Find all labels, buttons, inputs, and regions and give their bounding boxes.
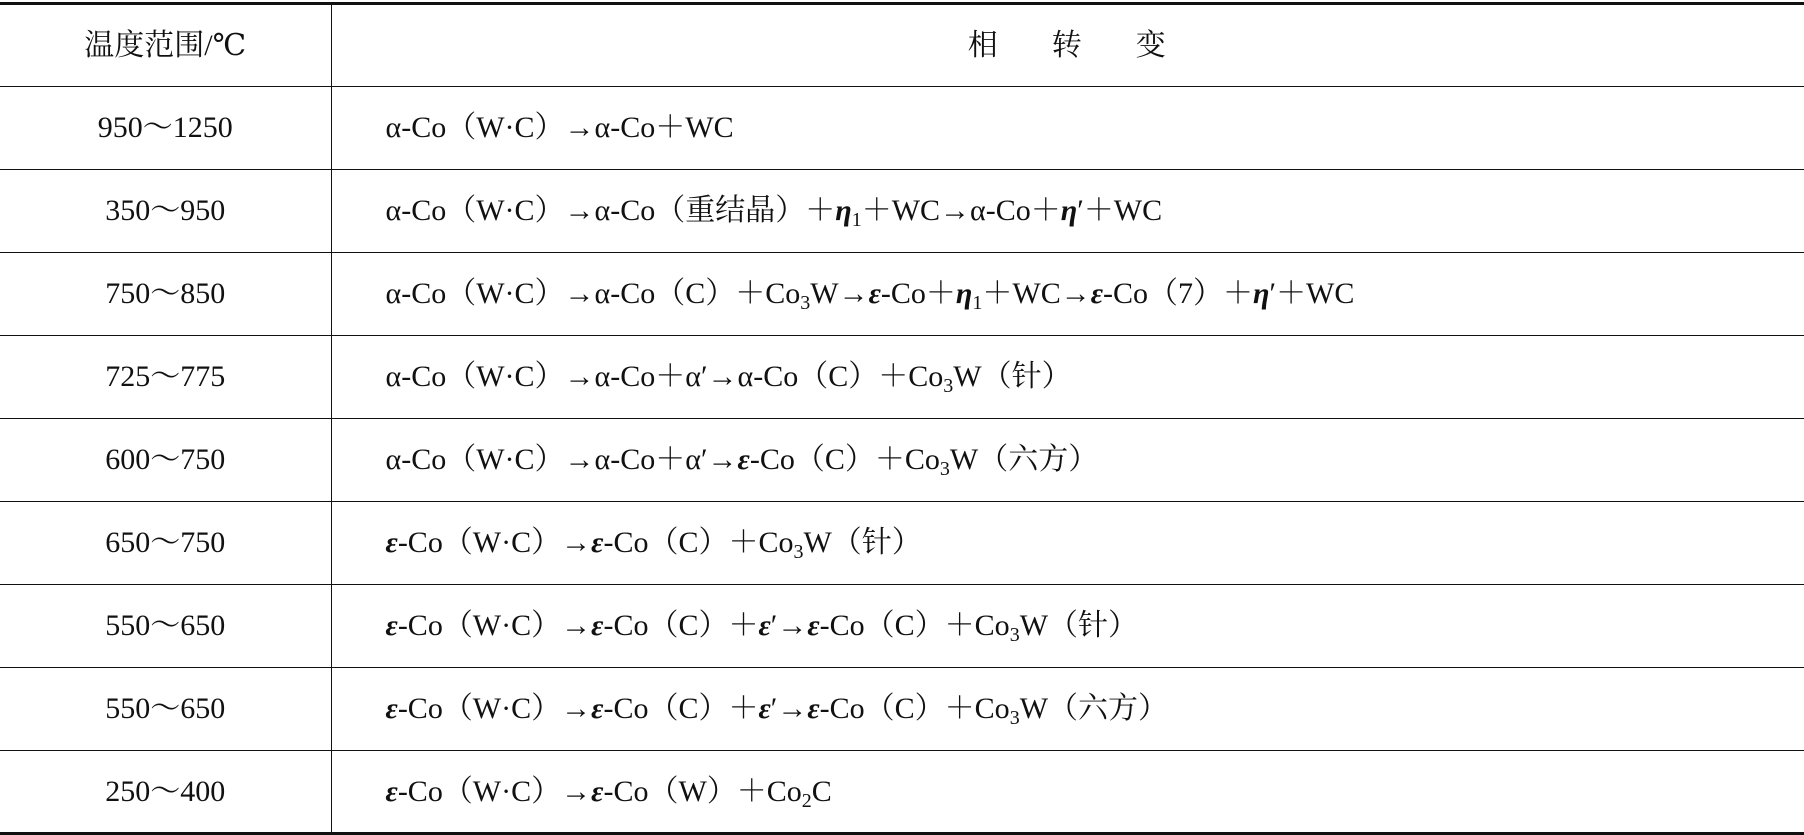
subscript: 3 bbox=[793, 541, 804, 563]
formula-text: ＋WC→ bbox=[982, 277, 1091, 310]
subscript: 1 bbox=[851, 209, 862, 231]
greek-symbol: ε bbox=[1090, 277, 1104, 310]
temperature-range-cell: 550～650 bbox=[0, 668, 331, 751]
table-row bbox=[0, 668, 1804, 751]
formula-text: ′＋WC bbox=[1077, 194, 1163, 227]
subscript: 2 bbox=[801, 789, 812, 812]
phase-transformation-cell bbox=[331, 502, 1804, 585]
formula-text: -Co（C）＋Co bbox=[819, 692, 1010, 725]
greek-symbol: ε bbox=[807, 609, 820, 642]
formula-text: ′＋WC bbox=[1269, 277, 1355, 310]
subscript: 3 bbox=[800, 292, 811, 314]
formula-text: α-Co（W·C）→α-Co（C）＋Co bbox=[385, 277, 801, 310]
formula-text: -Co（C）＋ bbox=[603, 609, 759, 642]
greek-symbol: η bbox=[835, 194, 852, 227]
greek-symbol: ε bbox=[758, 692, 771, 725]
greek-symbol: ε bbox=[591, 526, 604, 559]
header-char: 变 bbox=[1135, 28, 1168, 62]
greek-symbol: ε bbox=[737, 443, 750, 476]
greek-symbol: ε bbox=[591, 609, 604, 642]
temperature-range-cell: 750～850 bbox=[0, 253, 331, 336]
formula-text: -Co（7）＋ bbox=[1103, 277, 1254, 310]
header-phase-transformation bbox=[331, 4, 1804, 87]
temperature-range-cell: 250～400 bbox=[0, 751, 331, 834]
temperature-range-cell: 600～750 bbox=[0, 419, 331, 502]
greek-symbol: η bbox=[955, 277, 973, 310]
temperature-range-cell: 725～775 bbox=[0, 336, 331, 419]
table-body bbox=[0, 87, 1804, 834]
greek-symbol: η bbox=[1253, 277, 1270, 310]
phase-transformation-cell bbox=[331, 87, 1804, 170]
subscript: 3 bbox=[1009, 707, 1020, 729]
table-row bbox=[0, 87, 1804, 170]
phase-transformation-cell bbox=[331, 419, 1804, 502]
formula-text: -Co（C）＋Co bbox=[603, 526, 794, 559]
formula-text: -Co＋ bbox=[880, 277, 956, 310]
subscript: 3 bbox=[1009, 624, 1020, 646]
formula-text: ′→ bbox=[770, 692, 808, 725]
formula-text: α-Co（W·C）→α-Co（重结晶）＋ bbox=[385, 194, 836, 227]
formula-text: -Co（W·C）→ bbox=[397, 526, 592, 559]
formula-text: -Co（C）＋Co bbox=[749, 443, 940, 476]
greek-symbol: ε bbox=[591, 692, 604, 725]
phase-transformation-cell bbox=[331, 668, 1804, 751]
formula-text: -Co（W·C）→ bbox=[397, 609, 592, 642]
header-row bbox=[0, 4, 1804, 87]
temperature-range-cell: 350～950 bbox=[0, 170, 331, 253]
temperature-range-cell: 550～650 bbox=[0, 585, 331, 668]
table-row bbox=[0, 419, 1804, 502]
formula-text: α-Co（W·C）→α-Co＋α′→ bbox=[385, 443, 738, 476]
greek-symbol: ε bbox=[807, 692, 820, 725]
phase-transformation-cell bbox=[331, 170, 1804, 253]
header-char: 转 bbox=[1051, 28, 1084, 62]
subscript: 1 bbox=[972, 292, 983, 314]
phase-transformation-cell bbox=[331, 253, 1804, 336]
greek-symbol: ε bbox=[758, 609, 771, 642]
header-char: 相 bbox=[967, 28, 1000, 62]
subscript: 3 bbox=[943, 375, 954, 397]
greek-symbol: ε bbox=[591, 774, 604, 808]
table-row bbox=[0, 253, 1804, 336]
greek-symbol: ε bbox=[385, 774, 398, 808]
formula-text: W（针） bbox=[1019, 609, 1139, 642]
greek-symbol: ε bbox=[385, 526, 398, 559]
table-row bbox=[0, 170, 1804, 253]
temperature-range-cell: 950～1250 bbox=[0, 87, 331, 170]
formula-text: W（六方） bbox=[949, 443, 1099, 476]
formula-text: W→ bbox=[810, 277, 869, 310]
subscript: 3 bbox=[939, 458, 950, 480]
formula-text: -Co（C）＋ bbox=[603, 692, 759, 725]
formula-text: W（针） bbox=[803, 526, 922, 559]
table-row bbox=[0, 336, 1804, 419]
formula-text: ′→ bbox=[770, 609, 808, 642]
formula-text: α-Co（W·C）→α-Co＋WC bbox=[385, 111, 734, 144]
formula-text: ＋WC→α-Co＋ bbox=[861, 194, 1061, 227]
formula-text: -Co（W·C）→ bbox=[397, 774, 592, 808]
table-row bbox=[0, 502, 1804, 585]
phase-transformation-table bbox=[0, 2, 1804, 835]
header-temperature-range: 温度范围/℃ bbox=[0, 4, 331, 87]
formula-text: W（六方） bbox=[1019, 692, 1169, 725]
formula-text: -Co（W·C）→ bbox=[397, 692, 592, 725]
phase-transformation-cell bbox=[331, 336, 1804, 419]
phase-transformation-cell bbox=[331, 585, 1804, 668]
formula-text: -Co（C）＋Co bbox=[819, 609, 1010, 642]
greek-symbol: η bbox=[1060, 194, 1078, 227]
formula-text: α-Co（W·C）→α-Co＋α′→α-Co（C）＋Co bbox=[385, 360, 944, 393]
greek-symbol: ε bbox=[385, 692, 398, 725]
table-row bbox=[0, 585, 1804, 668]
formula-text: -Co（W）＋Co bbox=[603, 774, 802, 808]
greek-symbol: ε bbox=[385, 609, 398, 642]
table-row bbox=[0, 751, 1804, 834]
phase-transformation-cell bbox=[331, 751, 1804, 834]
formula-text: W（针） bbox=[953, 360, 1072, 393]
greek-symbol: ε bbox=[868, 277, 881, 310]
temperature-range-cell: 650～750 bbox=[0, 502, 331, 585]
formula-text: C bbox=[811, 774, 832, 808]
